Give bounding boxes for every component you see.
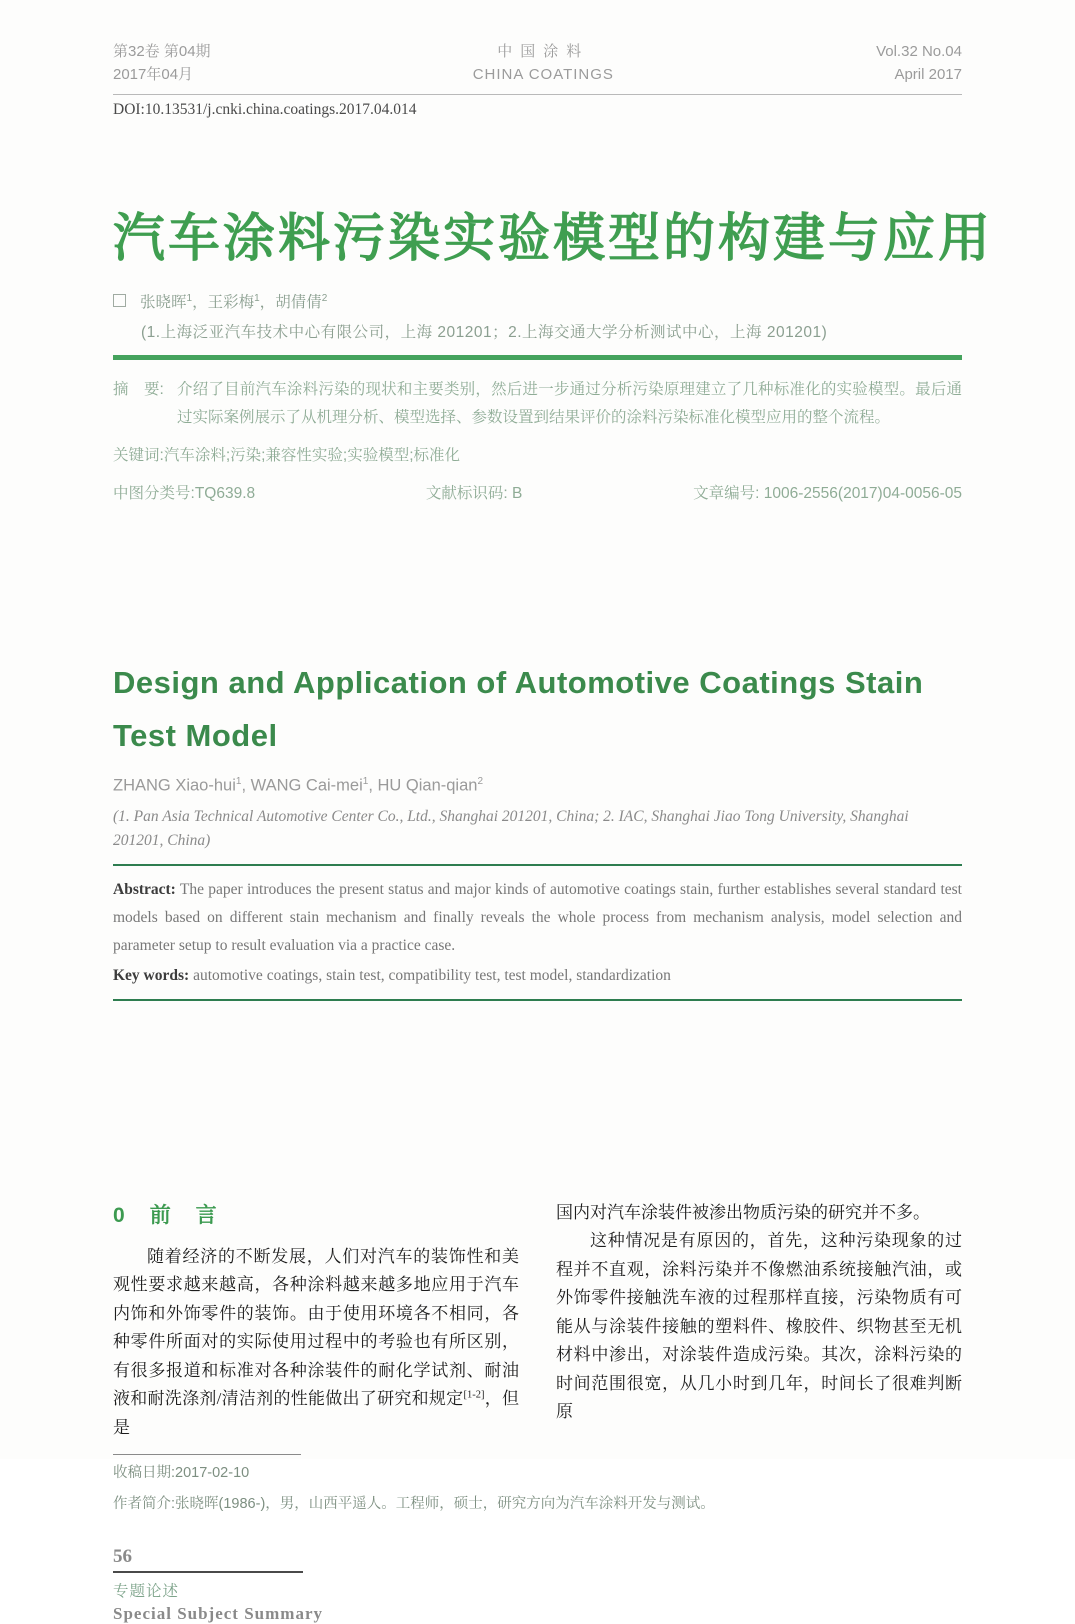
issue-en: Vol.32 No.04: [876, 43, 962, 60]
article-id-label: 文章编号:: [693, 484, 760, 502]
author-affil-mark: 2: [477, 776, 484, 788]
affiliation-cn: (1.上海泛亚汽车技术中心有限公司，上海 201201；2.上海交通大学分析测试中心，上海 201201): [141, 323, 828, 341]
journal-name-en: CHINA COATINGS: [472, 66, 614, 84]
journal-name-cn: 中国涂料: [497, 43, 590, 60]
column-title-cn: 专题论述: [113, 1582, 180, 1600]
clc-label: 中图分类号:: [113, 484, 195, 502]
keywords-en: [113, 962, 962, 990]
doc-code-label: 文献标识码:: [425, 484, 508, 502]
article-id: [693, 480, 962, 508]
green-divider-thin-top: [113, 864, 962, 866]
article-id-value: 1006-2556(2017)04-0056-05: [763, 484, 962, 502]
paragraph-text: ，但是: [113, 1389, 519, 1437]
abstract-en: [113, 876, 962, 960]
received-label: 收稿日期:: [113, 1465, 176, 1482]
masthead-right: [876, 40, 962, 87]
abstract-cn-label: 摘 要:: [113, 380, 164, 398]
author-cn: 胡倩倩: [275, 293, 322, 311]
affiliation-en: (1. Pan Asia Technical Automotive Center Co., Ltd., Shanghai 201201, China; 2. IAC, Shanghai Jiao Tong University, Shanghai 201201, China): [113, 807, 909, 849]
author-separator: ,: [368, 776, 378, 795]
column-title-en: Special Subject Summary: [113, 1603, 323, 1623]
classification-row: [113, 480, 962, 508]
author-affil-mark: 1: [235, 776, 242, 788]
section-number: 0: [113, 1203, 127, 1227]
date-cn: 2017年04月: [113, 66, 194, 84]
section-heading: [113, 1199, 519, 1229]
keywords-en-label: Key words:: [113, 966, 190, 984]
article-title-en: Design and Application of Automotive Coatings Stain Test Model: [113, 664, 924, 754]
authors-cn-text: [140, 290, 327, 312]
section-title: 前 言: [149, 1203, 219, 1227]
keywords-cn: [113, 442, 962, 470]
bio-value: 张晓晖(1986-)，男，山西平遥人。工程师，硕士，研究方向为汽车涂料开发与测试。: [175, 1495, 715, 1512]
paragraph: 国内对汽车涂装件被渗出物质污染的研究并不多。: [556, 1202, 930, 1222]
body-column-left: [113, 1199, 519, 1443]
doc-code-value: B: [512, 484, 523, 502]
authors-cn: [113, 290, 962, 312]
author-affil-mark: 2: [321, 292, 328, 304]
body-columns: [113, 1199, 962, 1443]
footnote-divider: [113, 1454, 301, 1455]
author-bio: [113, 1493, 962, 1516]
issue-cn: 第32卷 第04期: [113, 43, 211, 60]
author-separator: ，: [192, 293, 208, 311]
green-divider-thick: [113, 355, 962, 360]
abstract-en-text: The paper introduces the present status and major kinds of automotive coatings stain, further establishes several standard test models based on different stain mechanism and finally reveals the whole process from mechanism analysis, model selection and parameter setup to result evaluation via a practice case.: [113, 880, 962, 954]
clc-number: [113, 480, 255, 508]
footnote-block: [113, 1454, 962, 1515]
page-footer: [113, 1546, 962, 1624]
abstract-cn-text: 介绍了目前汽车涂料污染的现状和主要类别，然后进一步通过分析污染原理建立了几种标准化的实验模型。最后通过实际案例展示了从机理分析、模型选择、参数设置到结果评价的涂料污染标准化模型应用的整个流程。: [177, 380, 962, 427]
keywords-cn-label: 关键词:: [113, 447, 164, 465]
paragraph: [113, 1243, 519, 1443]
masthead-center: [473, 40, 614, 87]
author-en: ZHANG Xiao-hui: [113, 776, 236, 795]
author-affil-mark: 1: [186, 292, 193, 304]
masthead: [113, 40, 962, 95]
meta-cn-block: [113, 376, 962, 508]
doi-line: DOI:10.13531/j.cnki.china.coatings.2017.04.014: [113, 100, 417, 118]
clc-value: TQ639.8: [194, 484, 256, 502]
author-en: HU Qian-qian: [377, 776, 478, 795]
keywords-en-text: automotive coatings, stain test, compatibility test, test model, standardization: [189, 966, 671, 984]
paragraph-text: 随着经济的不断发展，人们对汽车的装饰性和美观性要求越来越高，各种涂料越来越多地应用于汽车内饰和外饰零件的装饰。由于使用环境各不相同，各种零件所面对的实际使用过程中的考验也有所区别，有很多报道和标准对各种涂装件的耐化学试剂、耐油液和耐洗涤剂/清洁剂的性能做出了研究和规定: [113, 1246, 519, 1409]
abstract-en-label: Abstract:: [113, 880, 176, 898]
bio-label: 作者简介:: [113, 1495, 176, 1512]
author-cn: 张晓晖: [140, 293, 187, 311]
paragraph: 这种情况是有原因的，首先，这种污染现象的过程并不直观，涂料污染并不像燃油系统接触汽油，或外饰零件接触洗车液的过程那样直接，污染物质有可能从与涂装件接触的塑料件、橡胶件、织物甚至无机材料中渗出，对涂装件造成污染。其次，涂料污染的时间范围很宽，从几小时到几年，时间长了很难判断原: [556, 1231, 962, 1422]
authors-en: [113, 776, 962, 796]
body-column-right: [556, 1199, 962, 1443]
masthead-left: [113, 40, 211, 87]
page-number: 56: [113, 1545, 132, 1567]
author-en: WANG Cai-mei: [250, 776, 363, 795]
document-code: [426, 480, 522, 508]
keywords-cn-text: 汽车涂料;污染;兼容性实验;实验模型;标准化: [163, 447, 461, 465]
green-divider-thin-bottom: [113, 999, 962, 1001]
footer-divider: [113, 1571, 303, 1573]
author-cn: 王彩梅: [207, 293, 255, 311]
author-affil-mark: 1: [362, 776, 369, 788]
author-affil-mark: 1: [254, 292, 260, 304]
received-date: [113, 1462, 962, 1485]
author-checkbox-icon: [113, 294, 126, 307]
date-en: April 2017: [894, 66, 962, 84]
article-title-cn: 汽车涂料污染实验模型的构建与应用: [113, 209, 994, 268]
author-separator: ，: [259, 293, 276, 311]
author-separator: ,: [241, 776, 251, 795]
received-value: 2017-02-10: [175, 1465, 250, 1482]
citation-ref: [1-2]: [463, 1389, 485, 1401]
abstract-cn: [113, 376, 962, 433]
